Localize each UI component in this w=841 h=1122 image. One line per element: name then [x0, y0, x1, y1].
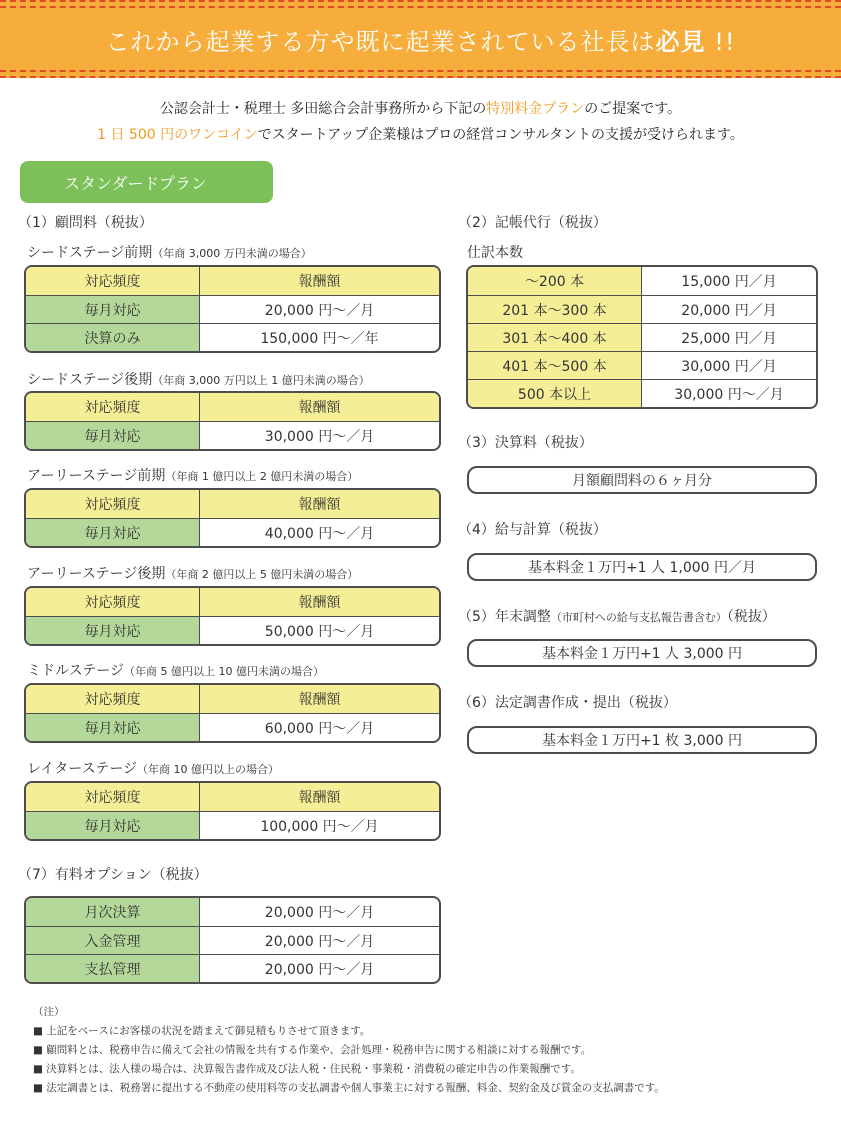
intro-line1-tail: のご提案です。 — [584, 101, 682, 117]
journal-fee-cell: 30,000 円／月 — [681, 358, 777, 375]
header-cell: 対応頻度 — [26, 393, 200, 421]
header-cell: 報酬額 — [200, 783, 439, 811]
journal-count-cell: 401 本〜500 本 — [468, 352, 642, 379]
section-7-title: （7）有料オプション（税抜） — [18, 867, 208, 883]
stage-note: （年商 5 億円以上 10 億円未満の場合） — [124, 665, 325, 678]
option-name-cell: 月次決算 — [26, 898, 200, 926]
stage-note: （年商 10 億円以上の場合） — [137, 763, 280, 776]
note-item: ■ 上記をベースにお客様の状況を踏まえて御見積もりさせて頂きます。 — [33, 1025, 371, 1037]
fee-cell: 30,000 円〜／月 — [264, 428, 375, 445]
section-6-title: （6）法定調書作成・提出（税抜） — [458, 695, 677, 711]
stage-early-late-table — [24, 586, 441, 646]
fee-cell: 150,000 円〜／年 — [260, 330, 379, 347]
table-row — [26, 323, 439, 351]
table-header-row — [26, 783, 439, 811]
fee-cell: 60,000 円〜／月 — [264, 720, 375, 737]
frequency-cell: 毎月対応 — [26, 422, 200, 449]
stage-early-first-title — [27, 465, 358, 485]
statutory-report-box: 基本料金１万円+1 枚 3,000 円 — [467, 726, 817, 754]
stage-early-late-title — [27, 563, 358, 583]
stage-title: ミドルステージ — [27, 663, 125, 679]
stage-note: （年商 3,000 万円未満の場合） — [152, 247, 312, 260]
intro-line-2 — [0, 124, 841, 144]
journal-count-cell: 500 本以上 — [468, 380, 642, 407]
table-row — [468, 323, 816, 351]
table-row — [26, 811, 439, 839]
banner-headline — [106, 22, 736, 57]
header-cell: 対応頻度 — [26, 267, 200, 295]
fee-cell: 40,000 円〜／月 — [264, 525, 375, 542]
settlement-fee-box: 月額顧問料の６ヶ月分 — [467, 466, 817, 494]
banner-text-part2: !! — [705, 27, 736, 56]
option-name-cell: 入金管理 — [26, 927, 200, 954]
journal-count-cell: 〜200 本 — [468, 267, 642, 295]
frequency-cell: 毎月対応 — [26, 617, 200, 644]
header-cell: 報酬額 — [200, 588, 439, 616]
section-4-title: （4）給与計算（税抜） — [458, 522, 607, 538]
table-row — [468, 267, 816, 295]
option-fee-cell: 20,000 円〜／月 — [264, 905, 375, 921]
stage-seed-early-title — [27, 242, 312, 262]
section-5-note: （市町村への給与支払報告書含む） — [550, 611, 727, 624]
header-cell: 対応頻度 — [26, 490, 200, 518]
intro-line1-text: 公認会計士・税理士 多田総合会計事務所から下記の — [159, 101, 487, 117]
journal-label: 仕訳本数 — [467, 245, 523, 261]
frequency-cell: 毎月対応 — [26, 714, 200, 741]
intro-line-1 — [0, 98, 841, 118]
table-row — [468, 295, 816, 323]
stage-title: シードステージ前期 — [27, 245, 153, 261]
table-header-row — [26, 588, 439, 616]
table-row — [26, 518, 439, 546]
header-cell: 対応頻度 — [26, 685, 200, 713]
options-table — [24, 896, 441, 984]
table-row — [26, 898, 439, 926]
header-cell: 対応頻度 — [26, 783, 200, 811]
intro-line2-highlight: 1 日 500 円のワンコイン — [97, 127, 258, 143]
section-1-title: （1）顧問料（税抜） — [18, 215, 153, 231]
table-row — [468, 351, 816, 379]
section-3-title: （3）決算料（税抜） — [458, 435, 593, 451]
table-row — [26, 926, 439, 954]
table-header-row — [26, 490, 439, 518]
journal-fee-cell: 15,000 円／月 — [681, 274, 777, 290]
stage-later-title — [27, 758, 279, 778]
stage-title: シードステージ後期 — [27, 372, 153, 388]
stage-seed-early-table — [24, 265, 441, 353]
stage-note: （年商 3,000 万円以上 1 億円未満の場合） — [152, 374, 370, 387]
fee-cell: 50,000 円〜／月 — [264, 623, 375, 640]
header-cell: 対応頻度 — [26, 588, 200, 616]
header-cell: 報酬額 — [200, 393, 439, 421]
journal-table — [466, 265, 818, 409]
journal-count-cell: 301 本〜400 本 — [468, 324, 642, 351]
frequency-cell: 毎月対応 — [26, 519, 200, 546]
note-item: ■ 決算料とは、法人様の場合は、決算報告書作成及び法人税・住民税・事業税・消費税の確定申告の作業報酬です。 — [33, 1063, 581, 1075]
table-row — [468, 379, 816, 407]
table-row — [26, 713, 439, 741]
banner-text-bold: 必見 — [655, 27, 706, 56]
journal-fee-cell: 25,000 円／月 — [681, 330, 777, 347]
option-fee-cell: 20,000 円〜／月 — [264, 933, 375, 950]
stage-title: アーリーステージ後期 — [27, 566, 166, 582]
frequency-cell: 決算のみ — [26, 324, 200, 351]
stage-title: アーリーステージ前期 — [27, 468, 166, 484]
top-banner — [0, 0, 841, 78]
journal-count-cell: 201 本〜300 本 — [468, 296, 642, 323]
stage-seed-late-table — [24, 391, 441, 451]
note-item: ■ 法定調書とは、税務署に提出する不動産の使用料等の支払調書や個人事業主に対する報酬、料金、契約金及び賞金の支払調書です。 — [33, 1082, 665, 1094]
header-cell: 報酬額 — [200, 685, 439, 713]
banner-text-part1: これから起業する方や既に起業されている社長は — [105, 27, 656, 56]
banner-inner — [0, 6, 841, 72]
section-5-title — [458, 606, 776, 626]
section-5-tail: （税抜） — [726, 609, 776, 625]
stage-middle-title — [27, 660, 324, 680]
note-item: ■ 顧問料とは、税務申告に備えて会社の情報を共有する作業や、会計処理・税務申告に関する相談に対する報酬です。 — [33, 1044, 592, 1056]
option-fee-cell: 20,000 円〜／月 — [264, 961, 375, 978]
intro-line1-highlight: 特別料金プラン — [486, 101, 585, 117]
plan-tab-standard — [20, 161, 273, 203]
journal-fee-cell: 30,000 円〜／月 — [674, 386, 784, 403]
header-cell: 報酬額 — [200, 267, 439, 295]
table-header-row — [26, 267, 439, 295]
plan-tab-label: スタンダードプラン — [64, 173, 207, 193]
section-2-title: （2）記帳代行（税抜） — [458, 215, 607, 231]
notes-heading: （注） — [33, 1006, 65, 1018]
payroll-fee-box: 基本料金１万円+1 人 1,000 円／月 — [467, 553, 817, 581]
stage-later-table — [24, 781, 441, 841]
stage-note: （年商 1 億円以上 2 億円未満の場合） — [165, 470, 359, 483]
fee-cell: 20,000 円〜／月 — [264, 302, 375, 319]
journal-fee-cell: 20,000 円／月 — [681, 302, 777, 319]
table-row — [26, 295, 439, 323]
stage-middle-table — [24, 683, 441, 743]
notes-block — [33, 1003, 665, 1098]
stage-seed-late-title — [27, 369, 370, 389]
intro-line2-text: でスタートアップ企業様はプロの経営コンサルタントの支援が受けられます。 — [257, 127, 744, 143]
header-cell: 報酬額 — [200, 490, 439, 518]
stage-note: （年商 2 億円以上 5 億円未満の場合） — [165, 568, 359, 581]
stage-title: レイターステージ — [27, 761, 138, 777]
year-end-adjustment-box: 基本料金１万円+1 人 3,000 円 — [467, 639, 817, 667]
frequency-cell: 毎月対応 — [26, 296, 200, 323]
table-row — [26, 616, 439, 644]
section-5-label: （5）年末調整 — [458, 609, 551, 625]
option-name-cell: 支払管理 — [26, 955, 200, 982]
frequency-cell: 毎月対応 — [26, 812, 200, 839]
table-row — [26, 954, 439, 982]
table-header-row — [26, 685, 439, 713]
table-row — [26, 421, 439, 449]
fee-cell: 100,000 円〜／月 — [260, 818, 379, 835]
table-header-row — [26, 393, 439, 421]
stage-early-first-table — [24, 488, 441, 548]
